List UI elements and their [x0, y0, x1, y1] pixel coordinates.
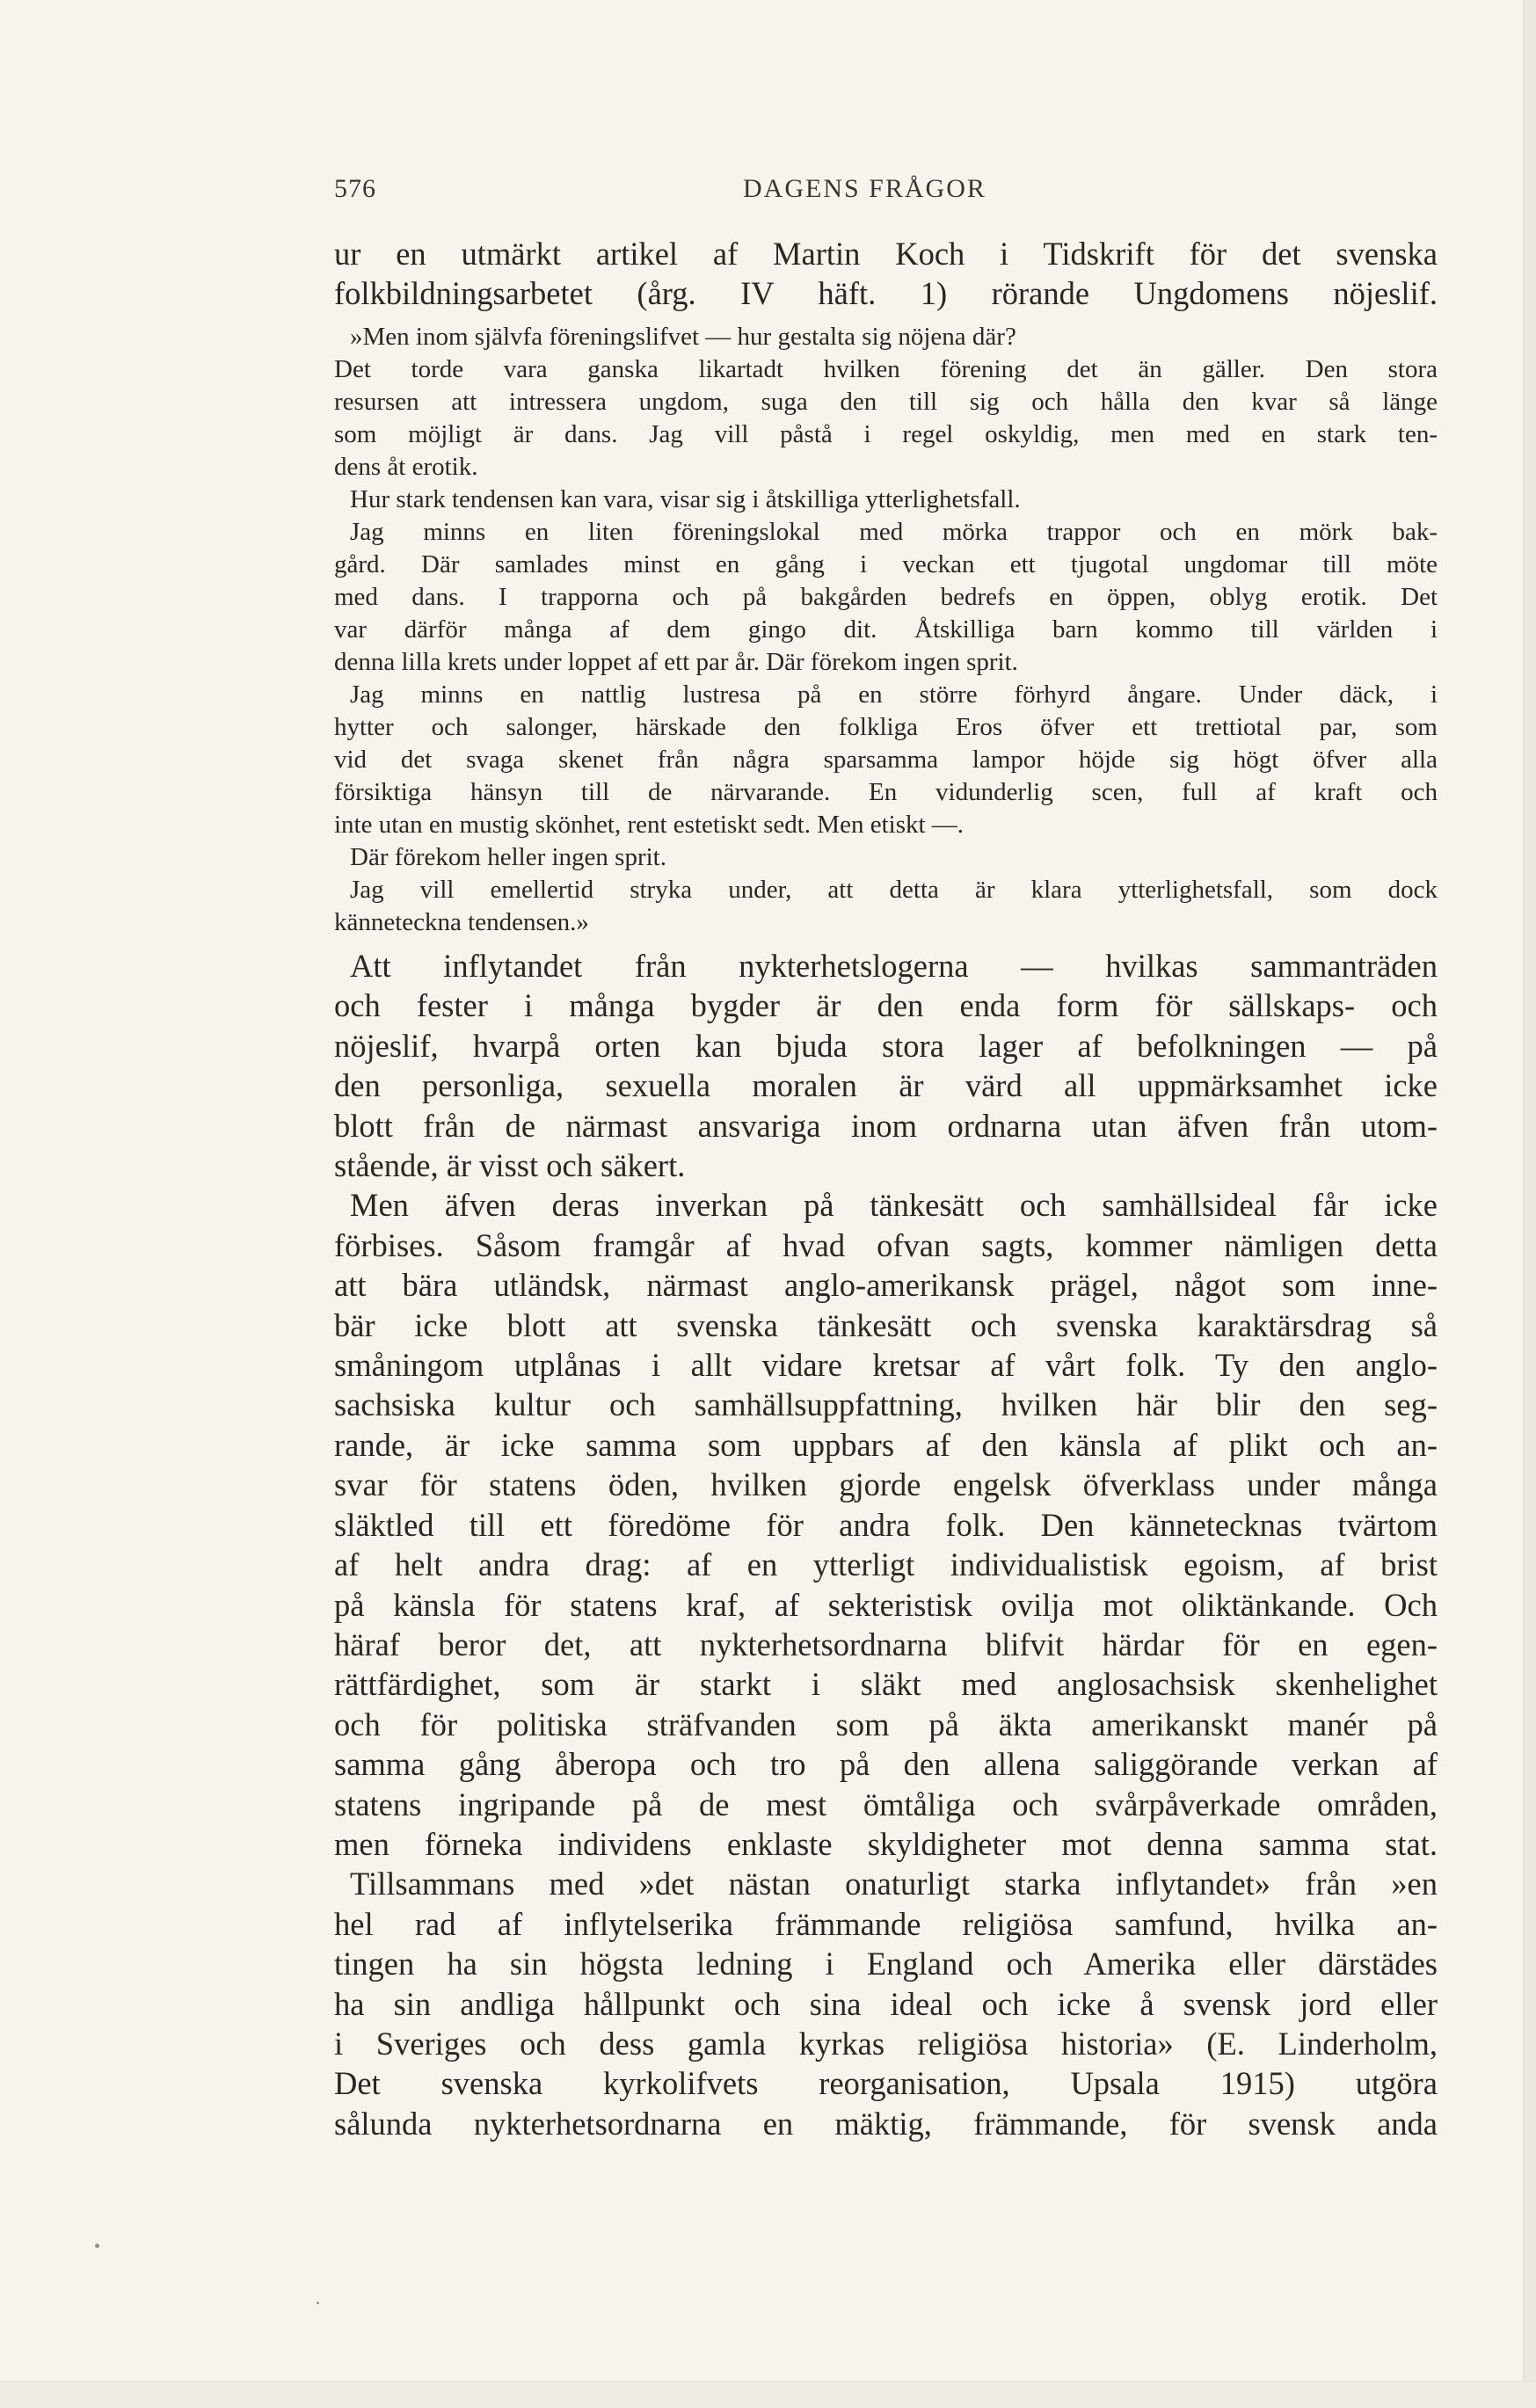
quote-line: Jag vill emellertid stryka under, att detta är klara ytterlighetsfall, som dock: [350, 876, 1438, 904]
body-line: blott från de närmast ansvariga inom ordnarna utan äfven från utom-: [334, 1107, 1438, 1144]
quote-line: känneteckna tendensen.»: [334, 908, 589, 936]
body-line: Men äfven deras inverkan på tänkesätt och samhällsideal får icke: [350, 1187, 1438, 1224]
body-line: svar för statens öden, hvilken gjorde engelsk öfverklass under många: [334, 1466, 1438, 1503]
quote-line: Hur stark tendensen kan vara, visar sig i åtskilliga ytterlighetsfall.: [350, 485, 1021, 513]
page-edge: [1523, 0, 1536, 2408]
body-line: på känsla för statens kraf, af sekteristisk ovilja mot oliktänkande. Och: [334, 1586, 1438, 1623]
body-line: att bära utländsk, närmast anglo-amerikansk prägel, något som inne-: [334, 1267, 1438, 1304]
body-line: häraf beror det, att nykterhetsordnarna blifvit härdar för en egen-: [334, 1626, 1438, 1662]
quote-line: dens åt erotik.: [334, 453, 478, 481]
quote-line: hytter och salonger, härskade den folkliga Eros öfver ett trettiotal par, som: [334, 713, 1438, 741]
body-line: bär icke blott att svenska tänkesätt och svenska karaktärsdrag så: [334, 1306, 1438, 1343]
page-header: [334, 174, 1442, 218]
body-line: statens ingripande på de mest ömtåliga och svårpåverkade områden,: [334, 1786, 1438, 1822]
quote-line: som möjligt är dans. Jag vill påstå i regel oskyldig, men med en stark ten-: [334, 420, 1438, 448]
intro-line: folkbildningsarbetet (årg. IV häft. 1) rörande Ungdomens nöjeslif.: [334, 275, 1438, 311]
body-line: och fester i många bygder är den enda form för sällskaps- och: [334, 987, 1438, 1024]
quote-line: Där förekom heller ingen sprit.: [350, 843, 666, 871]
body-line: rande, är icke samma som uppbars af den känsla af plikt och an-: [334, 1426, 1438, 1463]
body-line: sålunda nykterhetsordnarna en mäktig, främmande, för svensk anda: [334, 2105, 1438, 2142]
body-line: sachsiska kultur och samhällsuppfattning, hvilken här blir den seg-: [334, 1386, 1438, 1423]
body-line: hel rad af inflytelserika främmande religiösa samfund, hvilka an-: [334, 1905, 1438, 1942]
body-line: släktled till ett föredöme för andra folk. Den kännetecknas tvärtom: [334, 1506, 1438, 1543]
body-line: tingen ha sin högsta ledning i England och Amerika eller därstädes: [334, 1946, 1438, 1982]
body-line: småningom utplånas i allt vidare kretsar af vårt folk. Ty den anglo-: [334, 1347, 1438, 1384]
body-paragraphs: [334, 946, 1438, 2143]
body-line: af helt andra drag: af en ytterligt individualistisk egoism, af brist: [334, 1546, 1438, 1583]
scan-speck: [95, 2244, 99, 2248]
body-line: samma gång åberopa och tro på den allena saliggörande verkan af: [334, 1746, 1438, 1783]
quote-line: denna lilla krets under loppet af ett par år. Där förekom ingen sprit.: [334, 648, 1018, 676]
block-quote: [334, 321, 1438, 939]
quote-line: med dans. I trapporna och på bakgården bedrefs en öppen, oblyg erotik. Det: [334, 583, 1438, 611]
body-line: nöjeslif, hvarpå orten kan bjuda stora lager af befolkningen — på: [334, 1027, 1438, 1064]
quote-line: vid det svaga skenet från några sparsamma lampor höjde sig högt öfver alla: [334, 746, 1438, 774]
page-bottom-edge: [0, 2381, 1536, 2408]
quote-line: Jag minns en liten föreningslokal med mörka trappor och en mörk bak-: [350, 518, 1438, 546]
body-line: ha sin andliga hållpunkt och sina ideal och icke å svensk jord eller: [334, 1985, 1438, 2022]
body-line: den personliga, sexuella moralen är värd all uppmärksamhet icke: [334, 1067, 1438, 1104]
quote-line: försiktiga hänsyn till de närvarande. En vidunderlig scen, full af kraft och: [334, 778, 1438, 806]
body-line: i Sveriges och dess gamla kyrkas religiösa historia» (E. Linderholm,: [334, 2025, 1438, 2062]
quote-line: var därför många af dem gingo dit. Åtskilliga barn kommo till världen i: [334, 615, 1438, 644]
quote-line: inte utan en mustig skönhet, rent estetiskt sedt. Men etiskt —.: [334, 811, 965, 839]
body-line: Tillsammans med »det nästan onaturligt starka inflytandet» från »en: [350, 1866, 1438, 1902]
running-head: DAGENS FRÅGOR: [743, 174, 986, 203]
scan-speck: [317, 2302, 319, 2304]
body-line: förbises. Såsom framgår af hvad ofvan sagts, kommer nämligen detta: [334, 1226, 1438, 1263]
quote-line: resursen att intressera ungdom, suga den till sig och hålla den kvar så länge: [334, 388, 1438, 416]
body-line: rättfärdighet, som är starkt i släkt med anglosachsisk skenhelighet: [334, 1666, 1438, 1703]
body-line: stående, är visst och säkert.: [334, 1147, 686, 1184]
quote-line: gård. Där samlades minst en gång i veckan ett tjugotal ungdomar till möte: [334, 550, 1438, 578]
body-line: men förneka individens enklaste skyldigheter mot denna samma stat.: [334, 1825, 1438, 1862]
body-line: Att inflytandet från nykterhetslogerna — hvilkas sammanträden: [350, 948, 1438, 984]
intro-paragraph: [334, 234, 1438, 313]
quote-line: Jag minns en nattlig lustresa på en större förhyrd ångare. Under däck, i: [350, 680, 1438, 709]
page-number: 576: [334, 174, 376, 203]
quote-line: »Men inom självfa föreningslifvet — hur gestalta sig nöjena där?: [350, 323, 1016, 351]
intro-line: ur en utmärkt artikel af Martin Koch i Tidskrift för det svenska: [334, 236, 1438, 272]
body-line: Det svenska kyrkolifvets reorganisation, Upsala 1915) utgöra: [334, 2065, 1438, 2102]
quote-line: Det torde vara ganska likartadt hvilken förening det än gäller. Den stora: [334, 355, 1438, 383]
body-line: och för politiska sträfvanden som på äkta amerikanskt manér på: [334, 1706, 1438, 1742]
